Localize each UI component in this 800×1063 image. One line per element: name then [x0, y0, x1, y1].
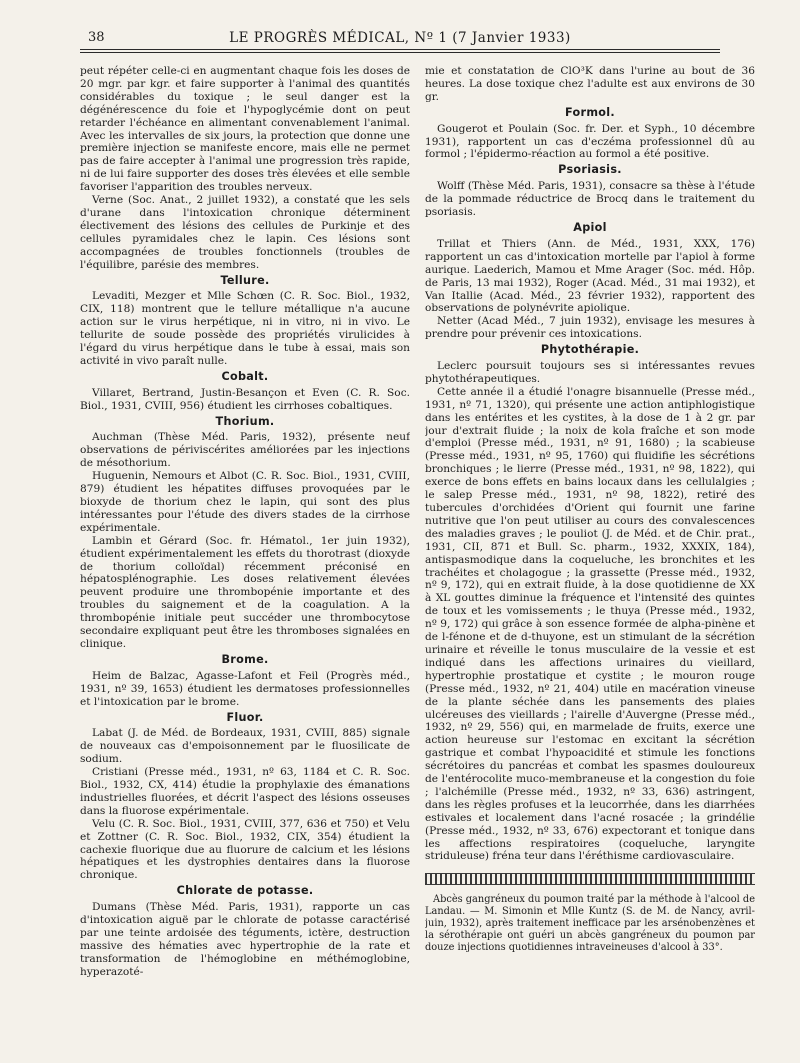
paragraph: Labat (J. de Méd. de Bordeaux, 1931, CVIII, 885) signale de nouveaux cas d'empoisonnement par le fluosilicate de sodium. [80, 727, 410, 766]
section-heading-chlorate: Chlorate de potasse. [176, 884, 314, 898]
page-header [80, 30, 720, 48]
paragraph: Netter (Acad Méd., 7 juin 1932), envisage les mesures à prendre pour prévenir ces intoxications. [425, 315, 755, 341]
section-heading-tellure: Tellure. [220, 273, 270, 287]
paragraph: Velu (C. R. Soc. Biol., 1931, CVIII, 377, 636 et 750) et Velu et Zottner (C. R. Soc. Biol., 1932, CIX, 354) étudient la cachexie fluorique due au fluorure de calcium et les lésions hépatiques et les dystrophies dentaires dans la fluorose chronique. [80, 817, 410, 882]
paragraph: Abcès gangréneux du poumon traité par la méthode à l'alcool de Landau. — M. Simonin et Mlle Kuntz (S. de M. de Nancy, avril-juin, 1932), après traitement inefficace par les arsénobenzènes et la sérothérapie ont guéri un abcès gangréneux du poumon par douze injections quotidiennes intraveineuses d'alcool à 33°. [425, 894, 755, 954]
left-column [80, 65, 410, 1055]
journal-title: LE PROGRÈS MÉDICAL, Nº 1 (7 Janvier 1933) [229, 30, 571, 46]
section-heading-brome: Brome. [221, 652, 269, 666]
section-heading-thorium: Thorium. [215, 414, 275, 428]
paragraph: peut répéter celle-ci en augmentant chaque fois les doses de 20 mgr. par kgr. et faire supporter à l'animal des quantités considérables du toxique ; le seul danger est la dégénérescence du foie et l'hypoglycémie dont on peut retarder l'échéance en alimentant convenablement l'animal. Avec les intervalles de six jours, la protection que donne une première injection se manifeste encore, mais elle ne permet pas de faire accepter à l'animal une progression très rapide, ni de lui faire supporter des doses très élevées et elle semble favoriser l'apparition des troubles nerveux. [80, 65, 410, 194]
paragraph: Gougerot et Poulain (Soc. fr. Der. et Syph., 10 décembre 1931), rapportent un cas d'eczéma professionnel dû au formol ; l'épidermo-réaction au formol a été positive. [425, 122, 755, 161]
section-heading-apiol: Apiol [573, 220, 607, 234]
section-heading-psoriasis: Psoriasis. [558, 163, 622, 177]
right-column [425, 65, 755, 1055]
page-number: 38 [88, 30, 105, 45]
paragraph: Wolff (Thèse Méd. Paris, 1931), consacre sa thèse à l'étude de la pommade réductrice de Brocq dans le traitement du psoriasis. [425, 180, 755, 219]
paragraph: Lambin et Gérard (Soc. fr. Hématol., 1er juin 1932), étudient expérimentalement les effets du thorotrast (dioxyde de thorium colloïdal) récemment préconisé en hépatosplénographie. Les doses relativement élevées peuvent produire une thrombopénie importante et des troubles du saignement et de la coagulation. A la thrombopénie initiale peut succéder une thrombocytose secondaire expliquant peut être les thromboses signalées en clinique. [80, 534, 410, 650]
paragraph: Levaditi, Mezger et Mlle Schœn (C. R. Soc. Biol., 1932, CIX, 118) montrent que le tellure métallique n'a aucune action sur le virus herpétique, ni in vitro, ni in vivo. Le tellurite de soude possède des propriétés virulicides à l'égard du virus herpétique dans le tube à essai, mais son activité in vivo paraît nulle. [80, 290, 410, 367]
news-item [425, 894, 755, 954]
section-heading-fluor: Fluor. [226, 710, 264, 724]
paragraph: Cette année il a étudié l'onagre bisannuelle (Presse méd., 1931, nº 71, 1320), qui présente une action antiphlogistique dans les entérites et les cystites, à la dose de 1 à 2 gr. par jour d'extrait fluide ; la noix de kola fraîche et son mode d'emploi (Presse méd., 1931, nº 91, 1680) ; la scabieuse (Presse méd., 1931, nº 95, 1760) qui fluidifie les sécrétions bronchiques ; le lierre (Presse méd., 1931, nº 98, 1822), qui exerce de bons effets en bains locaux dans les cellulalgies ; le salep Presse méd., 1931, nº 98, 1822), retiré des tubercules d'orchidées d'Orient qui fournit une farine nutritive que l'on peut utiliser au cours des convalescences des maladies graves ; le pouliot (J. de Méd. et de Chir. prat., 1931, CII, 871 et Bull. Sc. pharm., 1932, XXXIX, 184), antispasmodique dans la coqueluche, les bronchites et les trachéites et cholagogue ; la grassette (Presse méd., 1932, nº 9, 172), qui en extrait fluide, à la dose quotidienne de XX à XL gouttes diminue la fréquence et l'intensité des quintes de toux et les vomissements ; le thuya (Presse méd., 1932, nº 9, 172) qui grâce à son essence formée de alpha-pinène et de l-fénone et de d-thuyone, est un stimulant de la sécrétion urinaire et réveille le tonus musculaire de la vessie et est indiqué dans les affections urinaires du vieillard, hypertrophie prostatique et cystite ; le mouron rouge (Presse méd., 1932, nº 21, 404) utile en macération vineuse de la plante séchée dans les pansements des plaies ulcéreuses des vieillards ; l'airelle d'Auvergne (Presse méd., 1932, nº 29, 556) qui, en marmelade de fruits, exerce une action heureuse sur l'estomac en excitant la sécrétion gastrique et combat l'hypoacidité et stimule les fonctions sécrétoires du pancréas et combat les spasmes douloureux de l'entérocolite muco-membraneuse et la congestion du foie ; l'alchémille (Presse méd., 1932, nº 33, 636) astringent, dans les règles profuses et la leucorrhée, dans les diarrhées estivales et localement dans l'acné rosacée ; la grindélie (Presse méd., 1932, nº 33, 676) expectorant et tonique dans les affections respiratoires (coqueluche, laryngite striduleuse) fréna teur dans l'éréthisme cardiovasculaire. [425, 385, 755, 863]
paragraph: Verne (Soc. Anat., 2 juillet 1932), a constaté que les sels d'urane dans l'intoxication chronique déterminent électivement des lésions des cellules de Purkinje et des cellules pyramidales chez le lapin. Ces lésions sont accompagnées de troubles fonctionnels (troubles de l'équilibre, parésie des membres. [80, 194, 410, 271]
paragraph: Dumans (Thèse Méd. Paris, 1931), rapporte un cas d'intoxication aiguë par le chlorate de potasse caractérisé par une teinte ardoisée des téguments, ictère, destruction massive des hématies avec hypertrophie de la rate et transformation de l'hémoglobine en méthémoglobine, hyperazoté- [80, 901, 410, 978]
paragraph: Cristiani (Presse méd., 1931, nº 63, 1184 et C. R. Soc. Biol., 1932, CX, 414) étudie la prophylaxie des émanations industrielles fluorées, et décrit l'aspect des lésions osseuses dans la fluorose expérimentale. [80, 766, 410, 817]
paragraph: Villaret, Bertrand, Justin-Besançon et Even (C. R. Soc. Biol., 1931, CVIII, 956) étudient les cirrhoses cobaltiques. [80, 386, 410, 412]
section-heading-formol: Formol. [565, 105, 615, 119]
section-heading-cobalt: Cobalt. [221, 369, 269, 383]
paragraph: Auchman (Thèse Méd. Paris, 1932), présente neuf observations de périviscérites améliorées par les injections de mésothorium. [80, 431, 410, 470]
section-heading-phytotherapie: Phytothérapie. [540, 343, 640, 357]
header-rule-top [80, 49, 720, 50]
paragraph: mie et constatation de ClO³K dans l'urine au bout de 36 heures. La dose toxique chez l'adulte est aux environs de 30 gr. [425, 65, 755, 103]
paragraph: Heim de Balzac, Agasse-Lafont et Feil (Progrès méd., 1931, nº 39, 1653) étudient les dermatoses professionnelles et l'intoxication par le brome. [80, 669, 410, 708]
ornamental-divider [425, 873, 755, 885]
header-rule-bottom [80, 52, 720, 53]
paragraph: Leclerc poursuit toujours ses si intéressantes revues phytothérapeutiques. [425, 360, 755, 385]
paragraph: Huguenin, Nemours et Albot (C. R. Soc. Biol., 1931, CVIII, 879) étudient les hépatites diffuses provoquées par le bioxyde de thorium chez le lapin, qui sont des plus intéressantes pour l'étude des divers stades de la cirrhose expérimentale. [80, 470, 410, 534]
paragraph: Trillat et Thiers (Ann. de Méd., 1931, XXX, 176) rapportent un cas d'intoxication mortelle par l'apiol à forme aurique. Laederich, Mamou et Mme Arager (Soc. méd. Hôp. de Paris, 13 mai 1932), Roger (Acad. Méd., 31 mai 1932), et Van Itallie (Acad. Méd., 23 février 1932), rapportent des observations de polynévrite apiolique. [425, 237, 755, 315]
